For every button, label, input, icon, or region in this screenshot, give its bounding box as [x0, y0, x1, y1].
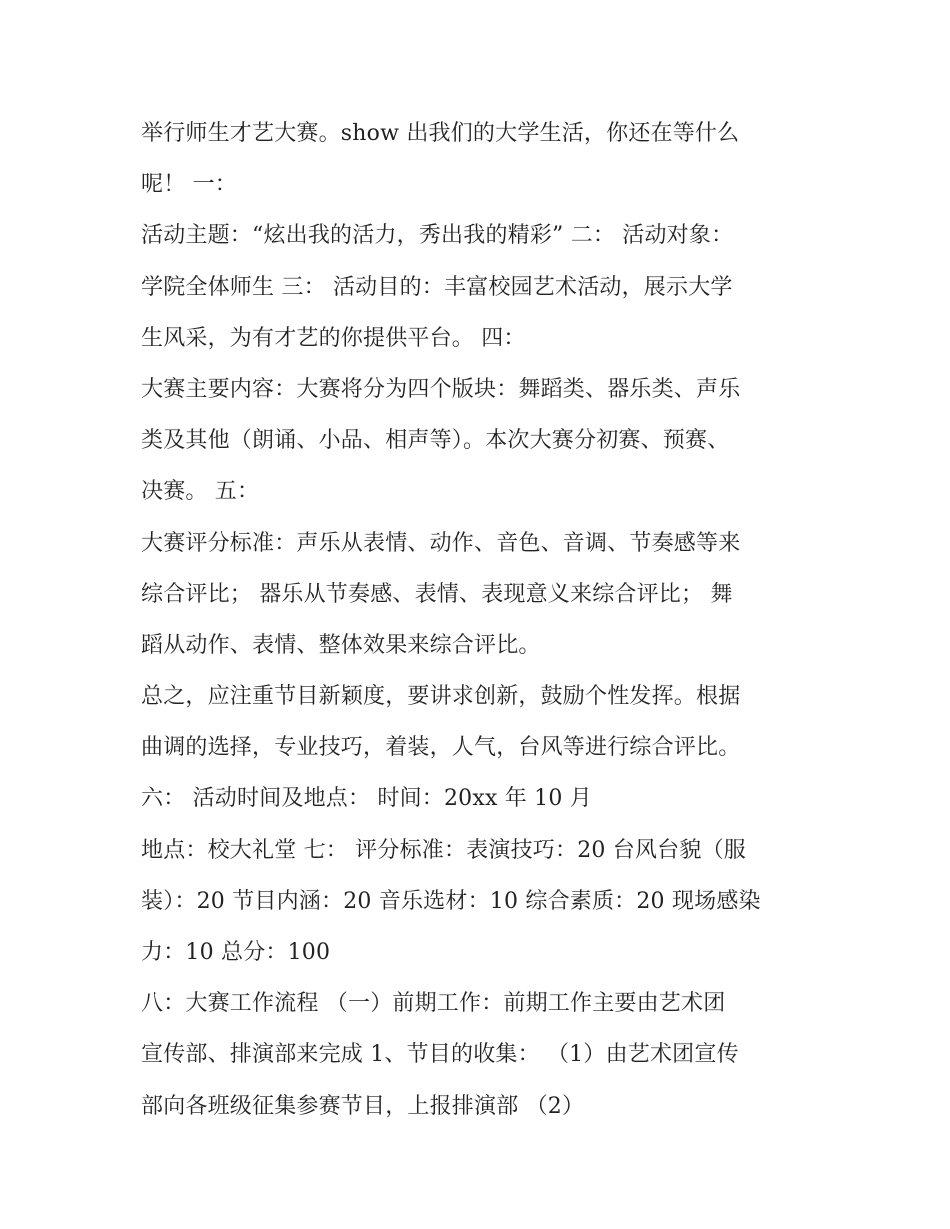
- text-line: 大赛主要内容：大赛将分为四个版块：舞蹈类、器乐类、声乐: [141, 376, 741, 402]
- text-line: 决赛。 五：: [141, 479, 260, 505]
- text-line: 举行师生才艺大赛。show 出我们的大学生活，你还在等什么: [141, 121, 740, 146]
- text-line: 大赛评分标准：声乐从表情、动作、音色、音调、节奏感等来: [141, 530, 741, 556]
- text-line: 八：大赛工作流程 （一）前期工作：前期工作主要由艺术团: [141, 991, 726, 1017]
- text-line: 活动主题：“炫出我的活力，秀出我的精彩” 二： 活动对象：: [141, 223, 734, 249]
- text-line: 曲调的选择，专业技巧，着装，人气，台风等进行综合评比。: [141, 735, 741, 761]
- text-line: 装）：20 节目内涵：20 音乐选材：10 综合素质：20 现场感染: [141, 888, 761, 914]
- text-line: 生风采，为有才艺的你提供平台。 四：: [141, 325, 526, 351]
- text-line: 蹈从动作、表情、整体效果来综合评比。: [141, 632, 541, 658]
- text-line: 学院全体师生 三： 活动目的：丰富校园艺术活动，展示大学: [141, 274, 733, 300]
- text-line: 宣传部、排演部来完成 1、节目的收集： （1）由艺术团宣传: [141, 1042, 739, 1068]
- text-line: 六： 活动时间及地点： 时间：20xx 年 10 月: [141, 786, 592, 812]
- text-line: 综合评比； 器乐从节奏感、表情、表现意义来综合评比； 舞: [141, 581, 733, 607]
- text-line: 呢！ 一：: [141, 172, 237, 198]
- body-text: [141, 108, 831, 1132]
- text-line: 总之，应注重节目新颖度，要讲求创新，鼓励个性发挥。根据: [141, 684, 741, 710]
- text-line: 地点：校大礼堂 七： 评分标准：表演技巧：20 台风台貌（服: [141, 837, 746, 863]
- text-line: 类及其他（朗诵、小品、相声等）。本次大赛分初赛、预赛、: [141, 428, 730, 454]
- text-line: 部向各班级征集参赛节目，上报排演部 （2）: [141, 1093, 585, 1119]
- text-line: 力：10 总分：100: [141, 940, 331, 965]
